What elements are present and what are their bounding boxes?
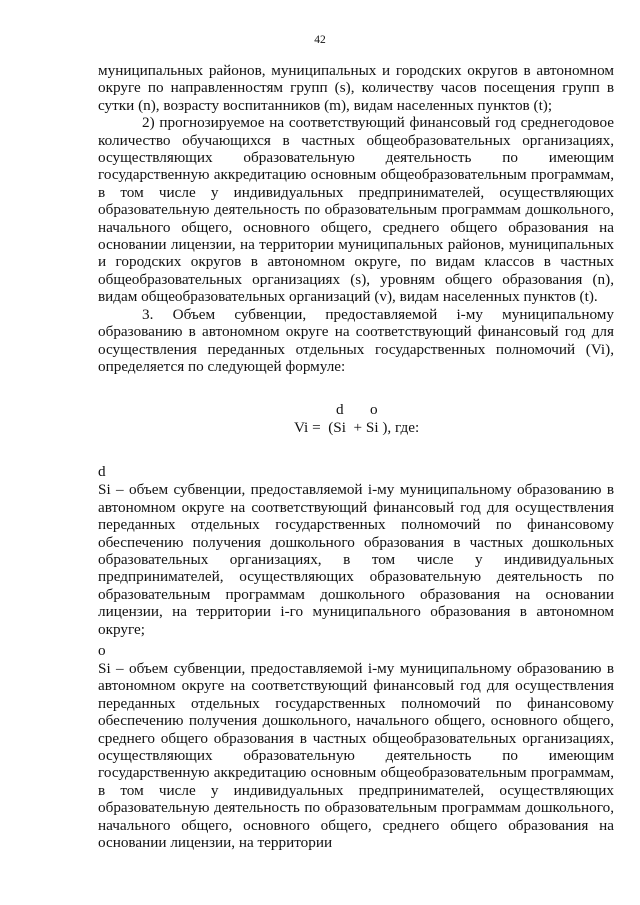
- formula-superscript-o: o: [370, 401, 378, 419]
- paragraph-5: Si – объем субвенции, предоставляемой i-му муниципальному образованию в автономном округе на соответствующий финансовый год для осуществления переданных отдельных государственных полномочий по финансовому обеспечению получения дошкольного, начального общего, основного общего, среднего общего образования в частных общеобразовательных организациях, осуществляющих образовательную деятельность по имеющим государственную аккредитацию основным общеобразовательным программам, в том числе у индивидуальных предпринимателей, осуществляющих образовательную деятельность по образовательным программам дошкольного, начального общего, основного общего, среднего общего образования на основании лицензии, на территории: [98, 659, 614, 852]
- paragraph-4: Si – объем субвенции, предоставляемой i-му муниципальному образованию в автономном округе на соответствующий финансовый год для осуществления переданных отдельных государственных полномочий по финансовому обеспечению получения дошкольного образования в частных дошкольных образовательных организациях, в том числе у индивидуальных предпринимателей, осуществляющих образовательную деятельность по образовательным программам дошкольного образования на основании лицензии, на территории i-го муниципального образования в автономном округе;: [98, 481, 614, 638]
- superscript-d-label: d: [98, 463, 106, 481]
- page-number: 42: [314, 34, 326, 46]
- document-body: [98, 62, 614, 851]
- formula-superscript-d: d: [336, 401, 344, 419]
- paragraph-3: 3. Объем субвенции, предоставляемой i-му муниципальному образованию в автономном округе на соответствующий финансовый год для осуществления переданных отдельных государственных полномочий (Vi), определяется по следующей формуле:: [98, 305, 614, 375]
- superscript-o-label: o: [98, 641, 106, 659]
- paragraph-1: муниципальных районов, муниципальных и городских округов в автономном округе по направленностям групп (s), количеству часов посещения групп в сутки (n), возрасту воспитанников (m), видам населенных пунктов (t);: [98, 62, 614, 114]
- formula-main: Vi = (Si + Si ), где:: [294, 419, 420, 437]
- formula: [98, 401, 614, 441]
- paragraph-2: 2) прогнозируемое на соответствующий финансовый год среднегодовое количество обучающихся в частных общеобразовательных организациях, осуществляющих образовательную деятельность по имеющим государственную аккредитацию основным общеобразовательным программам, в том числе у индивидуальных предпринимателей, осуществляющих образовательную деятельность по образовательным программам дошкольного, начального общего, основного общего, среднего общего образования на основании лицензии, на территории муниципальных районов, муниципальных и городских округов в автономном округе, по видам классов в частных общеобразовательных организациях (s), уровням общего образования (n), видам общеобразовательных организаций (v), видам населенных пунктов (t).: [98, 114, 614, 306]
